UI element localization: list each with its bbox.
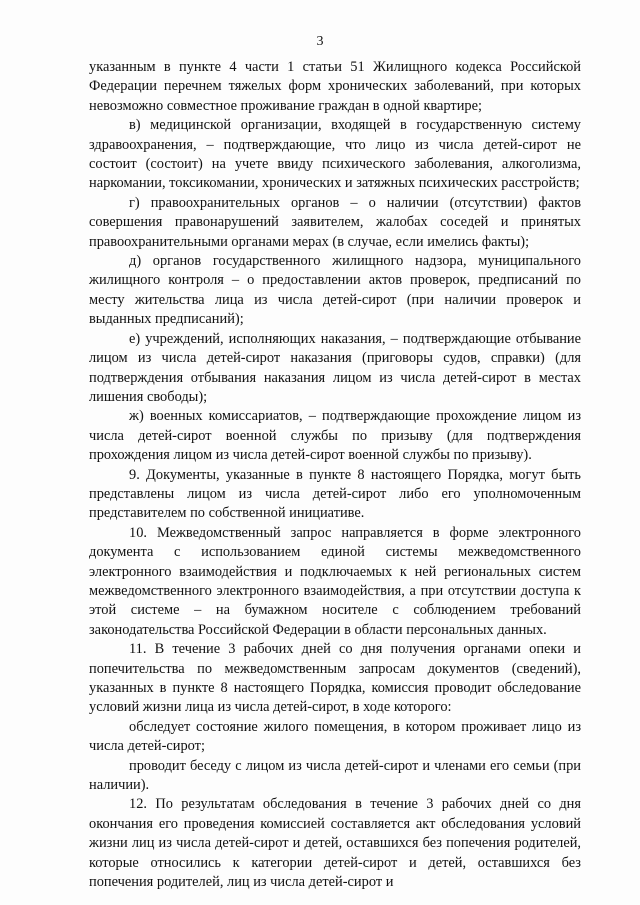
paragraph: ж) военных комиссариатов, – подтверждающие прохождение лицом из числа детей-сирот военной службы по призыву (для подтверждения прохождения лицом из числа детей-сирот военной службы по призыву). xyxy=(89,408,581,464)
paragraph: в) медицинской организации, входящей в государственную систему здравоохранения, – подтверждающие, что лицо из числа детей-сирот не состоит (состоит) на учете ввиду психического заболевания, алкоголизма, наркомании, токсикомании, хронических и затяжных психических расстройств; xyxy=(89,117,581,192)
paragraph: д) органов государственного жилищного надзора, муниципального жилищного контроля – о предоставлении актов проверок, предписаний по месту жительства лица из числа детей-сирот (при наличии проверок и выданных предписаний); xyxy=(89,253,581,328)
paragraph: 9. Документы, указанные в пункте 8 настоящего Порядка, могут быть представлены лицом из числа детей-сирот либо его уполномоченным представителем по собственной инициативе. xyxy=(89,466,581,522)
paragraph: проводит беседу с лицом из числа детей-сирот и членами его семьи (при наличии). xyxy=(89,757,581,794)
paragraph: 10. Межведомственный запрос направляется в форме электронного документа с использованием единой системы межведомственного электронного взаимодействия и подключаемых к ней региональных систем межведомственного электронного взаимодействия, а при отсутствии доступа к этой системе – на бумажном носителе с соблюдением требований законодательства Российской Федерации в области персональных данных. xyxy=(89,524,581,638)
paragraph: 12. По результатам обследования в течение 3 рабочих дней со дня окончания его проведения комиссией составляется акт обследования условий жизни лиц из числа детей-сирот и детей, оставшихся без попечения родителей, которые относились к категории детей-сирот и детей, оставшихся без попечения родителей, лиц из числа детей-сирот и xyxy=(89,796,581,891)
page-number: 3 xyxy=(316,34,324,49)
paragraph: г) правоохранительных органов – о наличии (отсутствии) фактов совершения правонарушений заявителем, жалобах соседей и принятых правоохранительными органами мерах (в случае, если имелись факты); xyxy=(89,194,581,250)
paragraph: е) учреждений, исполняющих наказания, – подтверждающие отбывание лицом из числа детей-сирот наказания (приговоры судов, справки) (для подтверждения отбывания наказания лицом из числа детей-сирот в местах лишения свободы); xyxy=(89,330,581,405)
paragraph: обследует состояние жилого помещения, в котором проживает лицо из числа детей-сирот; xyxy=(89,718,581,755)
paragraph: 11. В течение 3 рабочих дней со дня получения органами опеки и попечительства по межведомственным запросам документов (сведений), указанных в пункте 8 настоящего Порядка, комиссия проводит обследование условий жизни лица из числа детей-сирот, в ходе которого: xyxy=(89,641,581,716)
paragraph: указанным в пункте 4 части 1 статьи 51 Жилищного кодекса Российской Федерации перечнем тяжелых форм хронических заболеваний, при которых невозможно совместное проживание граждан в одной квартире; xyxy=(89,59,581,114)
document-body xyxy=(89,58,581,892)
